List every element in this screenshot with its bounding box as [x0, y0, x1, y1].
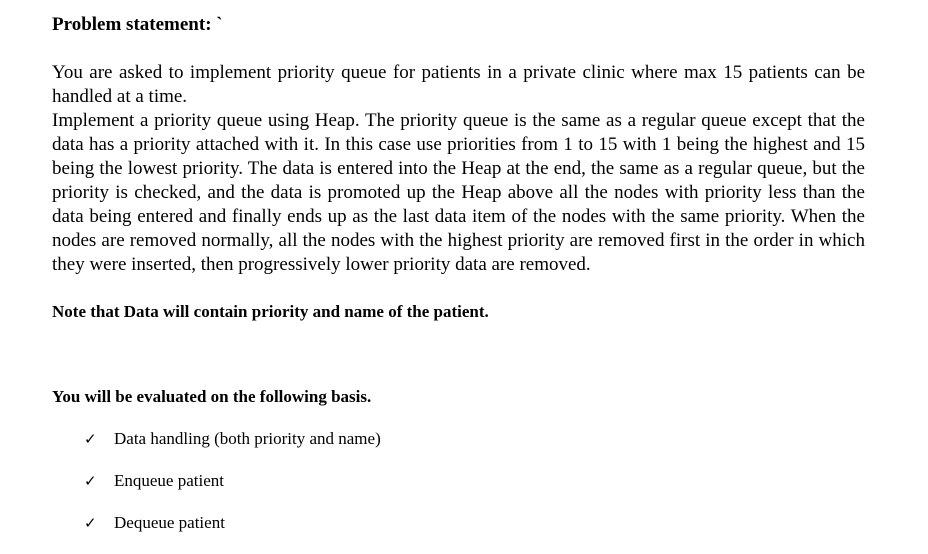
criteria-item — [84, 470, 381, 512]
checkmark-icon: ✓ — [84, 514, 97, 532]
criteria-label: Enqueue patient — [114, 471, 224, 490]
criteria-label: Data handling (both priority and name) — [114, 429, 381, 448]
problem-description — [52, 61, 865, 277]
checkmark-icon: ✓ — [84, 430, 97, 448]
criteria-item — [84, 428, 381, 470]
paragraph-heap-details: Implement a priority queue using Heap. The priority queue is the same as a regular queue except that the data has a priority attached with it. In this case use priorities from 1 to 15 with 1 being the highest and 15 being the lowest priority. The data is entered into the Heap at the end, the same as a regular queue, but the priority is checked, and the data is promoted up the Heap above all the nodes with priority less than the data being entered and finally ends up as the last data item of the nodes with the same priority. When the nodes are removed normally, all the nodes with the highest priority are removed first in the order in which they were inserted, then progressively lower priority data are removed. — [52, 110, 865, 275]
evaluation-criteria-list — [84, 428, 381, 554]
checkmark-icon: ✓ — [84, 472, 97, 490]
criteria-item — [84, 512, 381, 554]
criteria-label: Dequeue patient — [114, 513, 225, 532]
problem-statement-heading: Problem statement: ` — [52, 14, 223, 35]
evaluation-heading: You will be evaluated on the following basis. — [52, 387, 372, 406]
paragraph-intro: You are asked to implement priority queue for patients in a private clinic where max 15 patients can be handled at a time. — [52, 62, 865, 107]
data-note: Note that Data will contain priority and name of the patient. — [52, 302, 489, 321]
